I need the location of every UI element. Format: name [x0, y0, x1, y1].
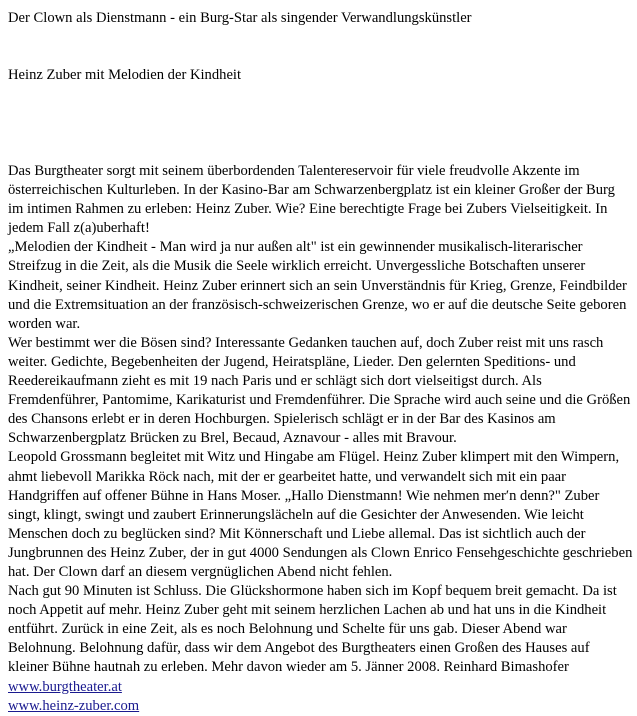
article-paragraph: Leopold Grossmann begleitet mit Witz und Hingabe am Flügel. Heinz Zuber klimpert mit den Wimpern, ahmt liebevoll Marikka Röck nach, mit der er gearbeitet hatte, und verwandelt sich mit ein paar Handgriffen auf offener Bühne in Hans Moser. „Hallo Dienstmann! Wie nehmen mer′n denn?" Zuber singt, klingt, swingt und zaubert Erinnerungslächeln auf die Gesichter der Anwesenden. Wie leicht Menschen doch zu beglücken sind? Mit Könnerschaft und Liebe allemal. Das ist sichtlich auch der Jungbrunnen des Heinz Zuber, der in gut 4000 Sendungen als Clown Enrico Fensehgeschichte geschrieben hat. Der Clown darf an diesem vergnüglichen Abend nicht fehlen. [8, 449, 633, 580]
article-paragraph: Das Burgtheater sorgt mit seinem überbordenden Talentereservoir für viele freudvolle Akzente im österreichischen Kulturleben. In der Kasino-Bar am Schwarzenbergplatz ist ein kleiner Großer der Burg im intimen Rahmen zu erleben: Heinz Zuber. Wie? Eine berechtigte Frage bei Zubers Vielseitigkeit. In jedem Fall z(a)uberhaft! [8, 163, 615, 237]
article-body [8, 162, 633, 716]
heinz-zuber-link[interactable]: www.heinz-zuber.com [8, 697, 140, 714]
article-subtitle: Heinz Zuber mit Melodien der Kindheit [8, 67, 242, 83]
article-title: Der Clown als Dienstmann - ein Burg-Star als singender Verwandlungskünstler [8, 10, 472, 26]
link-list [8, 678, 633, 716]
article-paragraph: „Melodien der Kindheit - Man wird ja nur außen alt" ist ein gewinnender musikalisch-literarischer Streifzug in die Zeit, als die Musik die Seele wirklich erreicht. Unvergessliche Botschaften unserer Kindheit, seiner Kindheit. Heinz Zuber erinnert sich an sein Unverständnis für Krieg, Grenze, Feindbilder und die Extremsituation an der französisch-schweizerischen Grenze, wo er auf die deutsche Seite geboren worden war. [8, 239, 627, 332]
article-paragraph: Nach gut 90 Minuten ist Schluss. Die Glückshormone haben sich im Kopf bequem breit gemacht. Da ist noch Appetit auf mehr. Heinz Zuber geht mit seinem herzlichen Lachen ab und hat uns in die Kindheit entführt. Zurück in eine Zeit, als es noch Belohnung und Schelte für uns gab. Dieser Abend war Belohnung. Belohnung dafür, dass wir dem Angebot des Burgtheaters einen Großen des Hauses auf kleiner Bühne hautnah zu erleben. Mehr davon wieder am 5. Jänner 2008. Reinhard Bimashofer [8, 583, 617, 676]
burgtheater-link[interactable]: www.burgtheater.at [8, 678, 122, 695]
article-paragraph: Wer bestimmt wer die Bösen sind? Interessante Gedanken tauchen auf, doch Zuber reist mit uns rasch weiter. Gedichte, Begebenheiten der Jugend, Heiratspläne, Lieder. Den gelernten Speditions- und Reedereikaufmann zieht es mit 19 nach Paris und er schlägt sich dort vielseitigst durch. Als Fremdenführer, Pantomime, Karikaturist und Fremdenführer. Die Sprache wird auch seine und die Größen des Chansons erlebt er in deren Hochburgen. Spielerisch schlägt er in der Bar des Kasinos am Schwarzenbergplatz Brücken zu Brel, Becaud, Aznavour - alles mit Bravour. [8, 334, 631, 447]
